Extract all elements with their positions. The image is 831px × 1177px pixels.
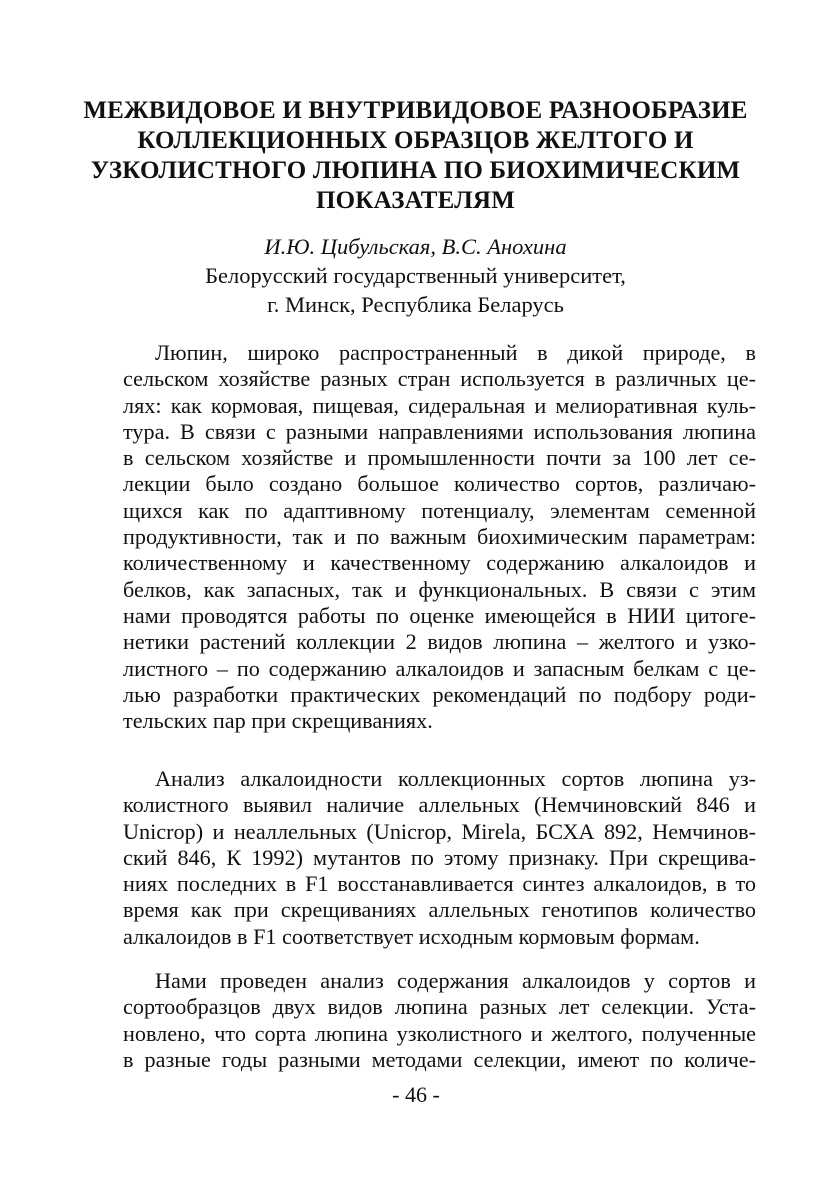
text-line: Unicrop) и неаллельных (Unicrop, Mirela, БСХА 892, Немчинов- <box>123 818 756 844</box>
paragraph-2 <box>123 766 756 950</box>
article-title <box>80 96 751 216</box>
text-line: нетики растений коллекции 2 видов люпина – желтого и узко- <box>123 629 756 655</box>
text-line: время как при скрещиваниях аллельных генотипов количество <box>123 897 756 923</box>
text-line: лекции было создано большое количество сортов, различаю- <box>123 471 756 497</box>
title-line: ПОКАЗАТЕЛЯМ <box>315 187 515 214</box>
title-line: МЕЖВИДОВОЕ И ВНУТРИВИДОВОЕ РАЗНООБРАЗИЕ <box>83 97 748 124</box>
paragraph-3 <box>123 968 756 1073</box>
text-line: в сельском хозяйстве и промышленности почти за 100 лет се- <box>123 445 756 471</box>
title-line: КОЛЛЕКЦИОННЫХ ОБРАЗЦОВ ЖЕЛТОГО И <box>137 127 694 154</box>
text-line: Анализ алкалоидности коллекционных сортов люпина уз- <box>155 766 756 791</box>
text-line: лью разработки практических рекомендаций по подбору роди- <box>123 681 756 707</box>
text-line: сельском хозяйстве разных стран используется в различных це- <box>123 366 756 392</box>
author-affiliation: Белорусский государственный университет, <box>205 263 626 288</box>
paragraph-1 <box>123 340 756 734</box>
text-line: белков, как запасных, так и функциональных. В связи с этим <box>123 576 756 602</box>
text-line: ниях последних в F1 восстанавливается синтез алкалоидов, в то <box>123 871 756 897</box>
text-line: сортообразцов двух видов люпина разных лет селекции. Уста- <box>123 994 756 1020</box>
text-line: в разные годы разными методами селекции, имеют по количе- <box>123 1046 756 1072</box>
text-line: продуктивности, так и по важным биохимическим параметрам: <box>123 524 756 550</box>
text-line: колистного выявил наличие аллельных (Немчиновский 846 и <box>123 792 756 818</box>
text-line: тура. В связи с разными направлениями использования люпина <box>123 418 756 444</box>
text-line: алкалоидов в F1 соответствует исходным кормовым формам. <box>123 923 700 949</box>
author-block <box>80 232 751 319</box>
text-line: лях: как кормовая, пищевая, сидеральная и мелиоративная куль- <box>123 392 756 418</box>
text-line: ский 846, К 1992) мутантов по этому признаку. При скрещива- <box>123 844 756 870</box>
title-line: УЗКОЛИСТНОГО ЛЮПИНА ПО БИОХИМИЧЕСКИМ <box>90 157 741 184</box>
author-names: И.Ю. Цибульская, В.С. Анохина <box>264 234 567 259</box>
text-line: нами проводятся работы по оценке имеющейся в НИИ цитоге- <box>123 602 756 628</box>
author-location: г. Минск, Республика Беларусь <box>267 292 564 317</box>
text-line: новлено, что сорта люпина узколистного и желтого, полученные <box>123 1020 756 1046</box>
text-line: количественному и качественному содержанию алкалоидов и <box>123 550 756 576</box>
text-line: листного – по содержанию алкалоидов и запасным белкам с це- <box>123 655 756 681</box>
page-number: - 46 - <box>392 1082 440 1107</box>
text-line: тельских пар при скрещиваниях. <box>123 708 433 734</box>
text-line: Люпин, широко распространенный в дикой природе, в <box>155 340 756 365</box>
text-line: щихся как по адаптивному потенциалу, элементам семенной <box>123 497 756 523</box>
text-line: Нами проведен анализ содержания алкалоидов у сортов и <box>155 968 756 993</box>
